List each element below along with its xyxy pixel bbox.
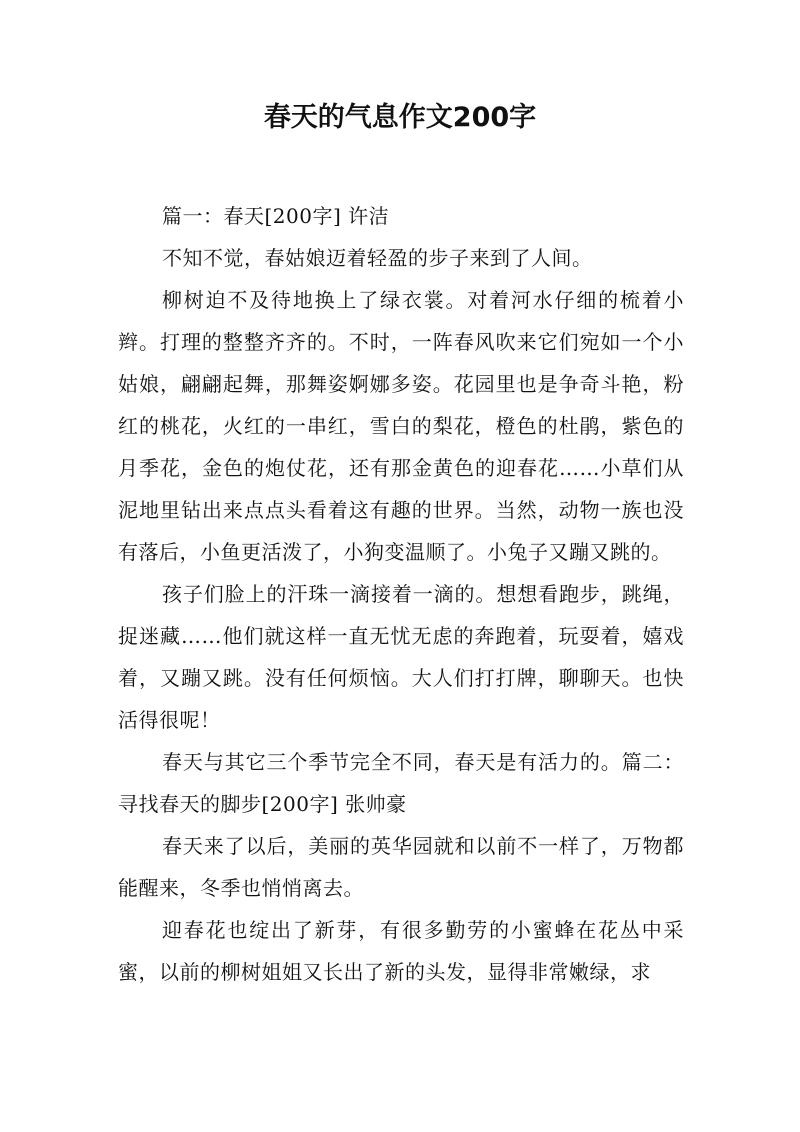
paragraph: 春天来了以后，美丽的英华园就和以前不一样了，万物都能醒来，冬季也悄悄离去。 [118,834,684,900]
document-body [118,195,684,993]
paragraph-heading-1: 篇一：春天[200字] 许洁 [162,204,390,228]
paragraph: 孩子们脸上的汗珠一滴接着一滴的。想想看跑步，跳绳，捉迷藏……他们就这样一直无忧无虑的奔跑着，玩耍着，嬉戏着，又蹦又跳。没有任何烦恼。大人们打打牌，聊聊天。也快活得很呢！ [118,582,684,732]
document-title: 春天的气息作文200字 [263,102,537,133]
paragraph: 迎春花也绽出了新芽，有很多勤劳的小蜜蜂在花丛中采蜜，以前的柳树姐姐又长出了新的头发，显得非常嫩绿，求 [118,918,684,984]
paragraph: 不知不觉，春姑娘迈着轻盈的步子来到了人间。 [162,246,593,270]
paragraph: 柳树迫不及待地换上了绿衣裳。对着河水仔细的梳着小辫。打理的整整齐齐的。不时，一阵春风吹来它们宛如一个小姑娘，翩翩起舞，那舞姿婀娜多姿。花园里也是争奇斗艳，粉红的桃花，火红的一串红，雪白的梨花，橙色的杜鹃，紫色的月季花，金色的炮仗花，还有那金黄色的迎春花……小草们从泥地里钻出来点点头看着这有趣的世界。当然，动物一族也没有落后，小鱼更活泼了，小狗变温顺了。小兔子又蹦又跳的。 [118,288,684,564]
paragraph: 春天与其它三个季节完全不同，春天是有活力的。篇二：寻找春天的脚步[200字] 张帅豪 [118,750,684,816]
